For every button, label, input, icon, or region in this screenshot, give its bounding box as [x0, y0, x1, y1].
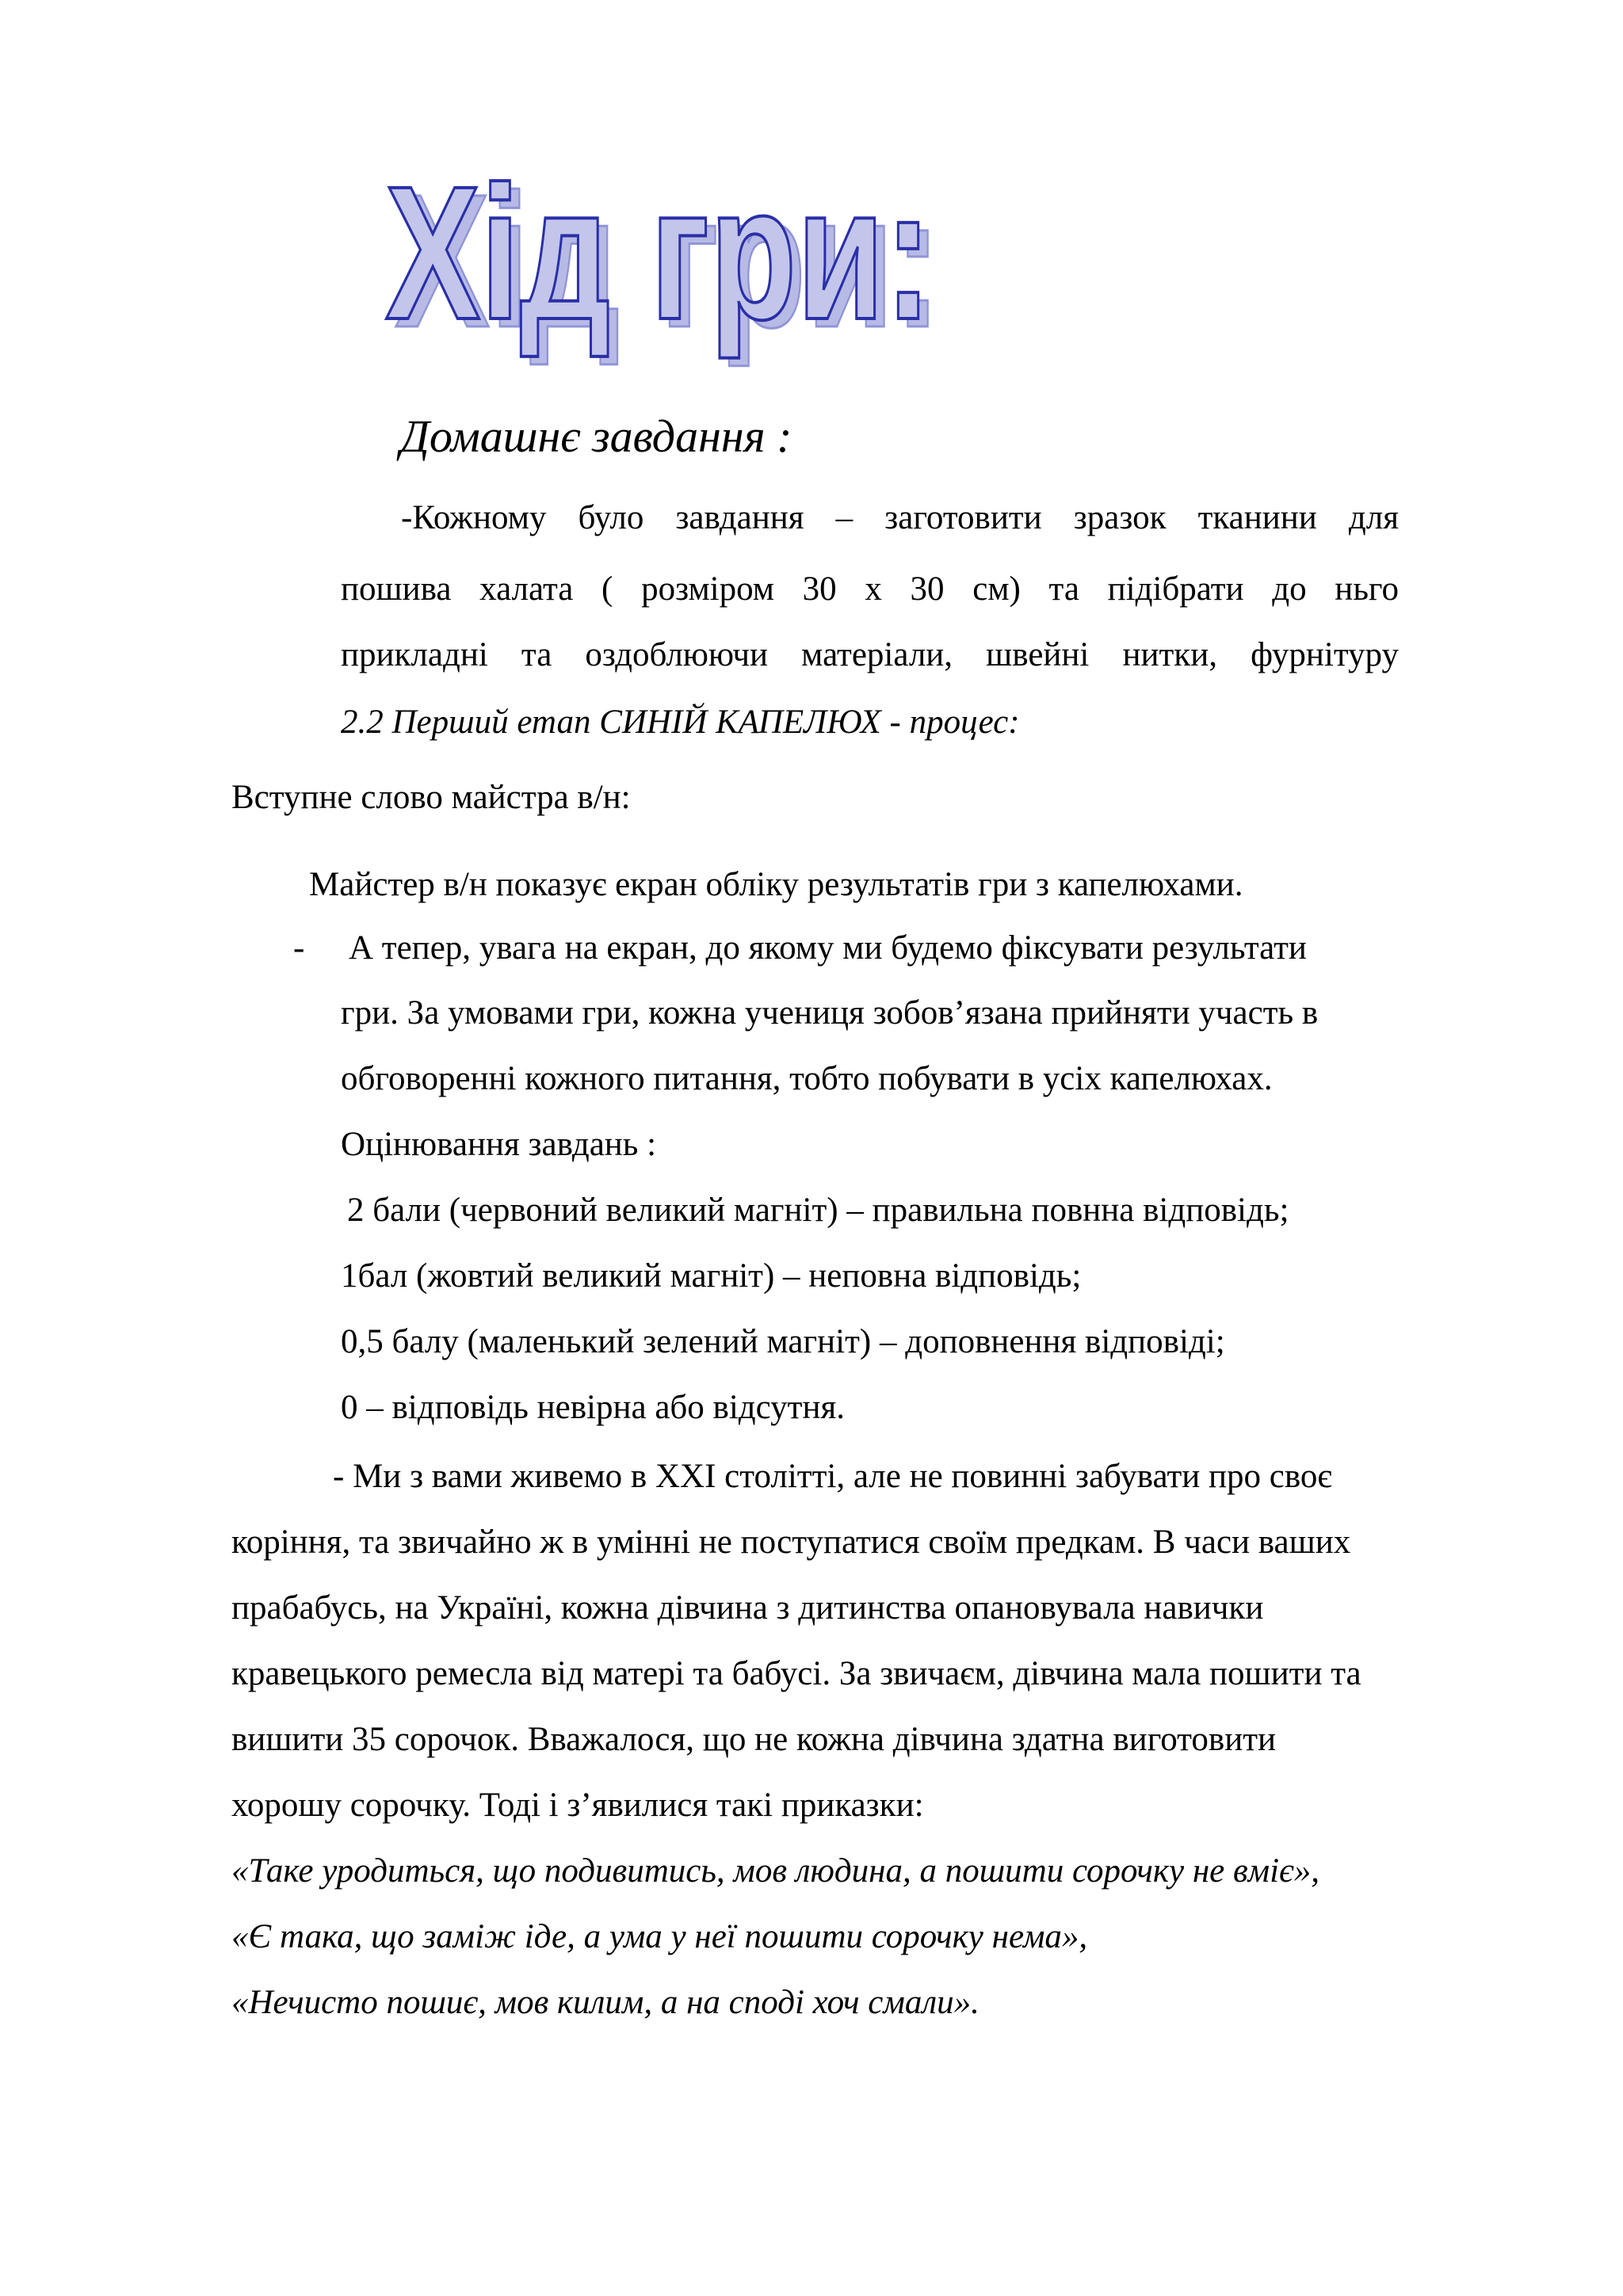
body-line: хорошу сорочку. Тоді і з’явилися такі приказки: — [231, 1787, 924, 1824]
title-shadow: Хід гри: — [395, 154, 941, 367]
homework-line: прикладні та оздоблюючи матеріали, швейні нитки, фурнітуру — [341, 636, 1399, 673]
stage-heading: 2.2 Перший етап СИНІЙ КАПЕЛЮХ - процес: — [341, 704, 1020, 741]
intro-text: Вступне слово майстра в/н: — [231, 779, 631, 816]
body-line: Оцінювання завдань : — [341, 1126, 657, 1163]
body-line: 0,5 балу (маленький зелений магніт) – доповнення відповіді; — [341, 1323, 1225, 1360]
homework-line: пошива халата ( розміром 30 х 30 см) та підібрати до ньго — [341, 570, 1399, 608]
body-line: гри. За умовами гри, кожна учениця зобов’язана прийняти участь в — [341, 994, 1319, 1032]
homework-line: -Кожному було завдання – заготовити зразок тканини для — [401, 499, 1399, 536]
body-line: прабабусь, на Україні, кожна дівчина з дитинства опановувала навички — [231, 1589, 1264, 1627]
title-text: Хід гри: — [385, 147, 932, 359]
body-line: обговоренні кожного питання, тобто побувати в усіх капелюхах. — [341, 1060, 1273, 1097]
list-dash: - — [293, 929, 305, 967]
body-line: - Ми з вами живемо в ХХІ столітті, але не повинні забувати про своє — [333, 1458, 1332, 1495]
body-line: 0 – відповідь невірна або відсутня. — [341, 1389, 846, 1426]
body-line: вишити 35 сорочок. Вважалося, що не кожна дівчина здатна виготовити — [231, 1721, 1277, 1758]
homework-heading: Домашнє завдання : — [400, 410, 792, 462]
body-line: 1бал (жовтий великий магніт) – неповна відповідь; — [341, 1257, 1082, 1295]
body-line: 2 бали (червоний великий магніт) – правильна повнна відповідь; — [347, 1192, 1289, 1229]
proverb-quote: «Нечисто пошиє, мов килим, а на споді хоч смали». — [231, 1984, 980, 2021]
title-wordart — [380, 135, 951, 372]
body-line: А тепер, увага на екран, до якому ми будемо фіксувати результати — [349, 929, 1307, 967]
proverb-quote: «Таке уродиться, що подивитись, мов людина, а пошити сорочку не вміє», — [231, 1852, 1320, 1890]
body-line: кравецького ремесла від матері та бабусі. За звичаєм, дівчина мала пошити та — [231, 1655, 1361, 1692]
body-line: коріння, та звичайно ж в умінні не поступатися своїм предкам. В часи ваших — [231, 1524, 1351, 1561]
proverb-quote: «Є така, що заміж іде, а ума у неї пошити сорочку нема», — [231, 1918, 1088, 1955]
master-line: Майстер в/н показує екран обліку результатів гри з капелюхами. — [309, 866, 1243, 903]
